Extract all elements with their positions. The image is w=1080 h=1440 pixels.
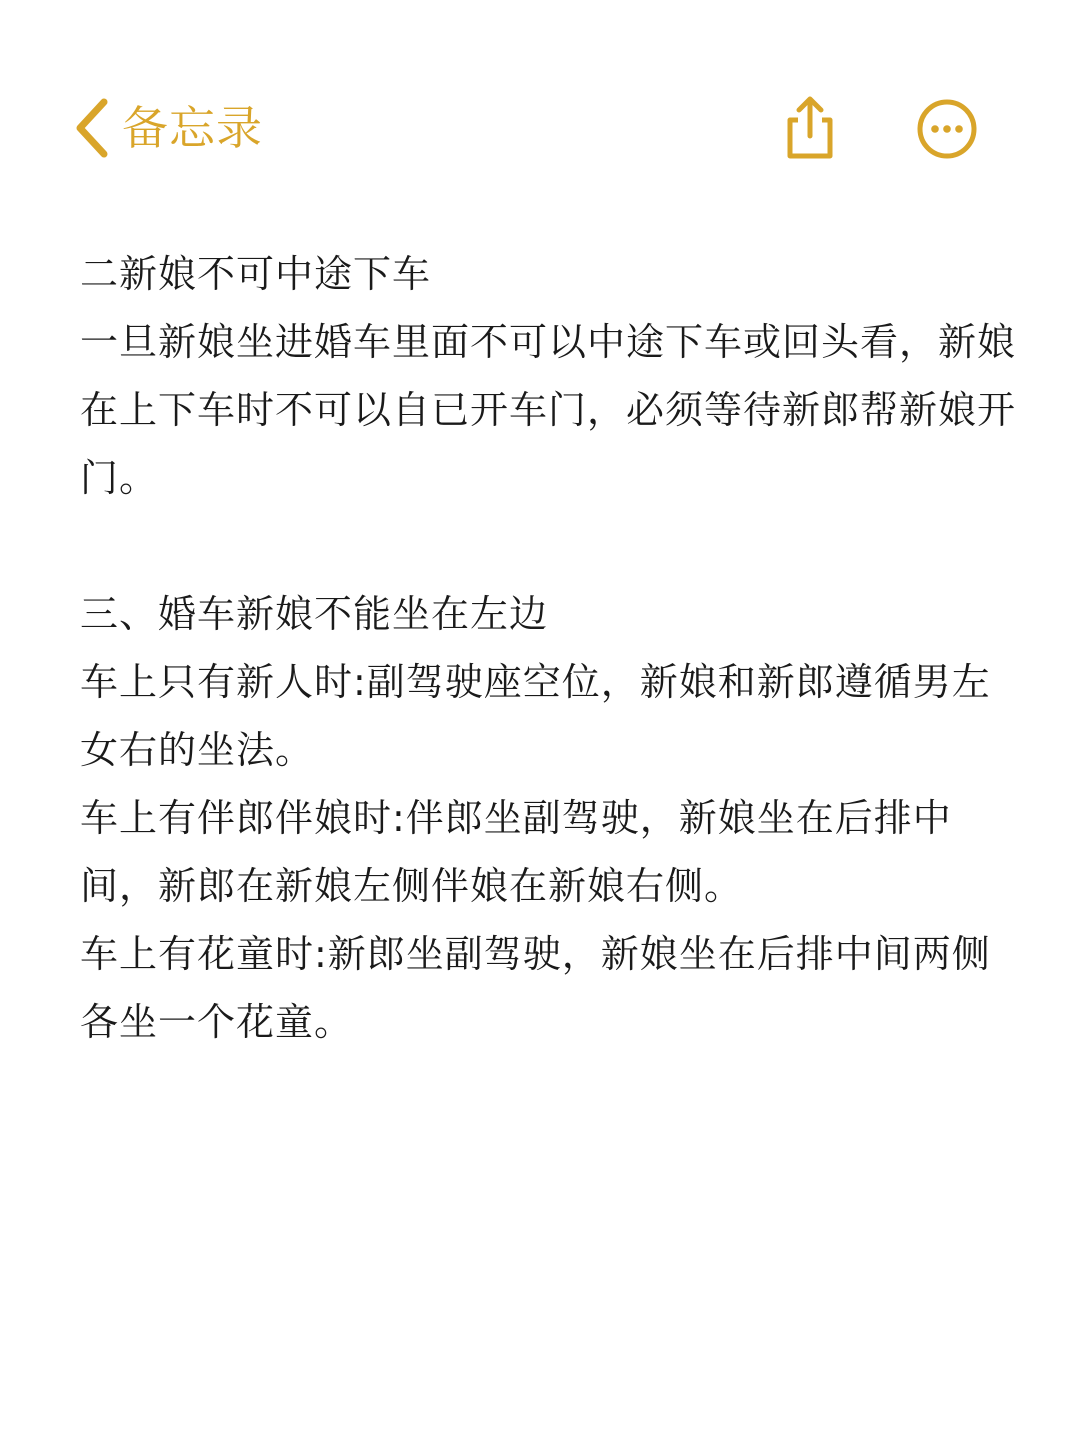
section-3-line-3: 车上有花童时:新郎坐副驾驶，新娘坐在后排中间两侧各坐一个花童。: [80, 932, 991, 1044]
section-3-title: 三、婚车新娘不能坐在左边: [80, 592, 549, 636]
navigation-bar: [0, 0, 1080, 230]
section-3-line-1: 车上只有新人时:副驾驶座空位，新娘和新郎遵循男左女右的坐法。: [80, 660, 991, 772]
share-button[interactable]: [780, 94, 840, 160]
note-body[interactable]: [80, 240, 1020, 1056]
share-icon: [780, 94, 840, 160]
more-button[interactable]: [916, 98, 978, 160]
chevron-left-icon: [72, 96, 112, 160]
section-2-title: 二新娘不可中途下车: [80, 252, 432, 296]
section-2-body: 一旦新娘坐进婚车里面不可以中途下车或回头看，新娘在上下车时不可以自已开车门，必须等待新郎帮新娘开门。: [80, 320, 1017, 500]
more-icon: [916, 98, 978, 160]
back-label: 备忘录: [122, 101, 263, 155]
blank-line: [80, 512, 1020, 580]
section-3-line-2: 车上有伴郎伴娘时:伴郎坐副驾驶，新娘坐在后排中间，新郎在新娘左侧伴娘在新娘右侧。: [80, 796, 952, 908]
back-button[interactable]: [72, 96, 263, 160]
